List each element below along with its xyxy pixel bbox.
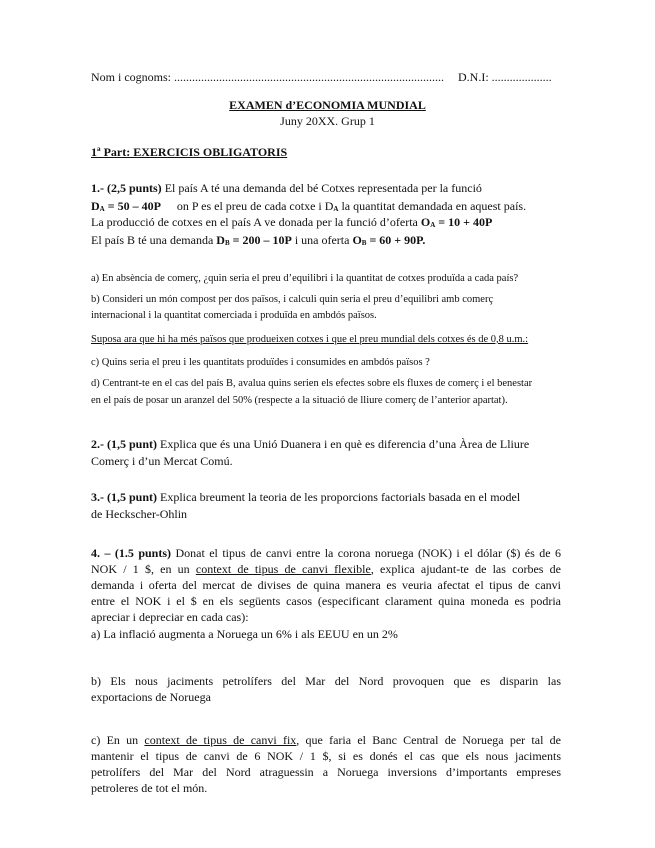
q3-number: 3.- (1,5 punt) [91,490,158,504]
q2-number: 2.- (1,5 punt) [91,437,158,451]
q1-number: 1.- (2,5 punts) [91,181,162,195]
q1-line-3: La producció de cotxes en el país A ve donada per la funció d’oferta $O_A = 10 + 40P$ [91,215,493,229]
q4-part-b-line-1: b) Els nous jaciments petrolífers del Mar del Nord provoquen que es disparin las [91,674,561,688]
q4-line-5: apreciar i depreciar en cada cas): [91,610,249,624]
dni-blank[interactable]: .................... [491,70,552,84]
q4-line-2: NOK / 1 $, en un context de tipus de canvi flexible, explica ajudant-te de las corbes de [91,562,561,576]
q2-line-2: Comerç i d’un Mercat Comú. [91,454,233,468]
formula-demand-b: $D_B = 200 - 10P$ [216,233,292,247]
q4-part-a: a) La inflació augmenta a Noruega un 6% i als EEUU en un 2% [91,627,398,641]
formula-supply-b: $O_B = 60 + 90P$. [352,233,426,247]
q4-number: 4. – (1.5 punts) [91,546,171,560]
q4-part-c-line-2: mantenir el tipus de canvi de 6 NOK / 1 $, si es donés el cas que els nous jaciments [91,749,561,763]
q1-line-4: El país B té una demanda $D_B = 200 - 10P$ i una oferta $O_B = 60 + 90P$. [91,233,426,247]
q2-line-1: 2.- (1,5 punt) Explica que és una Unió Duanera i en què es diferencia d’una Àrea de Lliure [91,437,530,451]
formula-demand-a: $D_A = 50 - 40P$ [91,199,161,213]
q1-line-2: $D_A = 50 - 40P$ on P es el preu de cada cotxe i $D_A$ la quantitat demandada en aquest país. [91,199,527,213]
q1-part-b-line-1: b) Consideri un món compost per dos països, i calculi quin seria el preu d’equilibri amb comerç [91,294,494,305]
q4-line-3: demanda i oferta del mercat de divises de quina manera es veuria afectat el tipus de canvi [91,578,561,592]
exam-title: EXAMEN d’ECONOMIA MUNDIAL [229,98,426,112]
q4-part-c-line-3: petrolífers del Mar del Nord atraguessin a Noruega inversions d’importants empreses [91,765,561,779]
q1-part-a: a) En absència de comerç, ¿quin seria el preu d’equilibri i la quantitat de cotxes produïda a cada país? [91,273,519,284]
q3-line-1: 3.- (1,5 punt) Explica breument la teoria de les proporcions factorials basada en el model [91,490,521,504]
dni-label: D.N.I: [458,70,489,84]
q4-line-1: 4. – (1.5 punts) Donat el tipus de canvi entre la corona noruega (NOK) i el dólar ($) és de 6 [91,546,562,560]
header-line [91,70,552,84]
name-blank[interactable]: .......................................................................................... [174,70,444,84]
exam-subtitle: Juny 20XX. Grup 1 [280,114,375,128]
q4-part-b-line-2: exportacions de Noruega [91,690,211,704]
q1-part-b-line-2: internacional i la quantitat comerciada i produïda en ambdós països. [91,310,377,321]
name-label: Nom i cognoms: [91,70,171,84]
q1-part-d-line-2: en el país de posar un aranzel del 50% (respecte a la situació de lliure comerç de l’anterior apartat). [91,395,508,406]
q1-suppose: Suposa ara que hi ha més països que produeixen cotxes i que el preu mundial dels cotxes és de 0,8 u.m.: [91,334,529,345]
q1-line-1: 1.- (2,5 punts) El país A té una demanda del bé Cotxes representada per la funció [91,181,482,195]
q1-part-c: c) Quins seria el preu i les quantitats produïdes i consumides en ambdós països ? [91,357,430,368]
formula-supply-a: $O_A = 10 + 40P$ [420,215,493,229]
q4-line-4: entre el NOK i el $ en els següents casos (especificant clarament quina moneda es podria [91,594,561,608]
q3-line-2: de Heckscher-Ohlin [91,507,188,521]
q4-part-c-line-1: c) En un context de tipus de canvi fix, que faria el Banc Central de Noruega per tal de [91,733,561,747]
section-heading: 1ª Part: EXERCICIS OBLIGATORIS [91,145,288,159]
q4-part-c-line-4: petroleres de tot el món. [91,781,208,795]
q1-part-d-line-1: d) Centrant-te en el cas del país B, avalua quins serien els efectes sobre els fluxes de comerç i el benestar [91,378,533,389]
